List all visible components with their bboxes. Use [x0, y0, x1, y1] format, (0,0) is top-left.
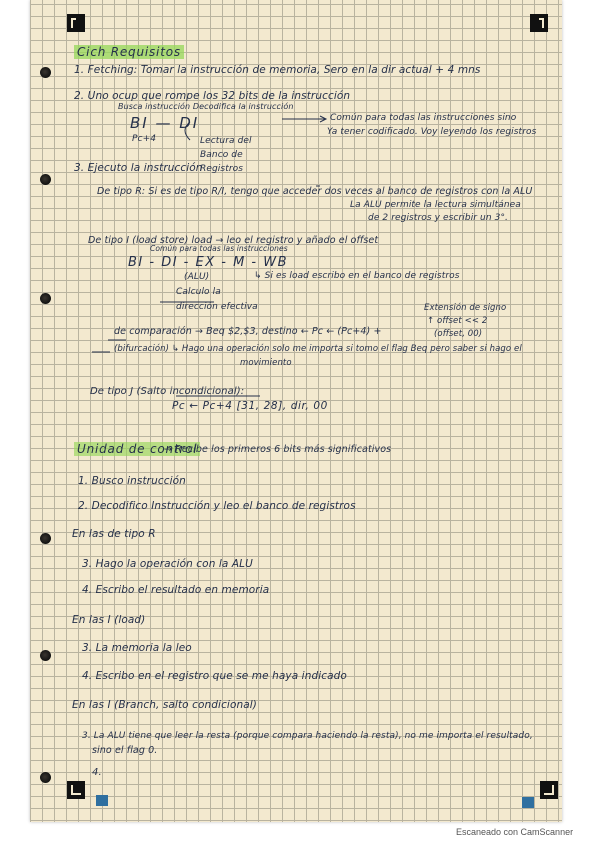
note-line: 4.: [92, 767, 102, 778]
note-line: 3. Ejecuto la instrucción: [74, 162, 203, 174]
note-line: En las I (load): [72, 614, 146, 626]
note-line: 3. La memoria la leo: [82, 642, 192, 654]
note-line: En las I (Branch, salto condicional): [72, 699, 257, 711]
note-line: 3. La ALU tiene que leer la resta (porque compara haciendo la resta), no me importa el resultado,: [82, 731, 533, 741]
bracket: [185, 122, 190, 140]
note-line: 3. Hago la operación con la ALU: [82, 558, 253, 570]
stage-diagram: BI — DI: [130, 114, 200, 132]
note-line: 4. Escribo en el registro que se me haya indicado: [82, 670, 347, 682]
note-line: 1. Fetching: Tomar la instrucción de memoria, Sero en la dir actual + 4 mns: [74, 64, 481, 76]
pipeline-diagram: BI - DI - EX - M - WB: [128, 255, 289, 270]
note-line: De tipo I (load store) load → leo el registro y añado el offset: [88, 235, 379, 246]
section-title: Cich Requisitos: [74, 45, 184, 59]
note-line: Lectura del Banco de Registros: [200, 136, 252, 174]
note-line: De tipo R: Si es de tipo R/I, tengo que acceder dos veces al banco de registros con la ALU: [97, 186, 533, 197]
note-line: Calculo la: [176, 287, 221, 297]
note-line: ↑ offset << 2: [427, 316, 488, 326]
section-title: Unidad de control: [74, 442, 200, 456]
note-line: Pc ← Pc+4 [31, 28], dir, 00: [172, 400, 328, 412]
note-line: Pc+4: [132, 134, 157, 144]
note-line: ↳ Si es load escribo en el banco de registros: [254, 271, 460, 281]
note-line: (bifurcación) ↳ Hago una operación solo me importa si tomo el flag Beq pero saber si hago el: [114, 344, 522, 354]
note-line: de 2 registros y escribir un 3°.: [368, 213, 509, 223]
note-caption: Común para todas las instrucciones: [150, 244, 288, 253]
sketch-lines: [30, 0, 562, 822]
note-line: 1. Busco instrucción: [78, 475, 186, 487]
note-line: → Recibe los primeros 6 bits más significativos: [164, 444, 392, 455]
scanner-watermark: Escaneado con CamScanner: [456, 827, 574, 837]
note-line: dirección efectiva: [176, 302, 258, 312]
note-line: (ALU): [184, 272, 210, 282]
note-line: movimiento: [240, 358, 292, 368]
note-line: 4. Escribo el resultado en memoria: [82, 584, 270, 596]
note-line: La ALU permite la lectura simultánea: [350, 200, 521, 210]
note-line: Extensión de signo: [424, 303, 507, 313]
note-line: sino el flag 0.: [92, 745, 158, 756]
note-line: de comparación → Beq $2,$3, destino ← Pc ← (Pc+4) +: [114, 326, 382, 337]
notebook-sheet: [30, 0, 562, 822]
note-line: En las de tipo R: [72, 528, 156, 540]
note-line: Común para todas las instrucciones sino: [330, 113, 517, 123]
note-line: Ya tener codificado. Voy leyendo los registros: [327, 127, 537, 137]
note-caption: Busca instrucción Decodifica la instrucción: [118, 102, 294, 111]
note-line: 2. Uno ocup que rompe los 32 bits de la instrucción: [74, 90, 351, 102]
note-line: De tipo J (Salto incondicional):: [90, 386, 245, 397]
note-line: 2. Decodifico Instrucción y leo el banco de registros: [78, 500, 356, 512]
note-line: (offset, 00): [434, 329, 483, 339]
